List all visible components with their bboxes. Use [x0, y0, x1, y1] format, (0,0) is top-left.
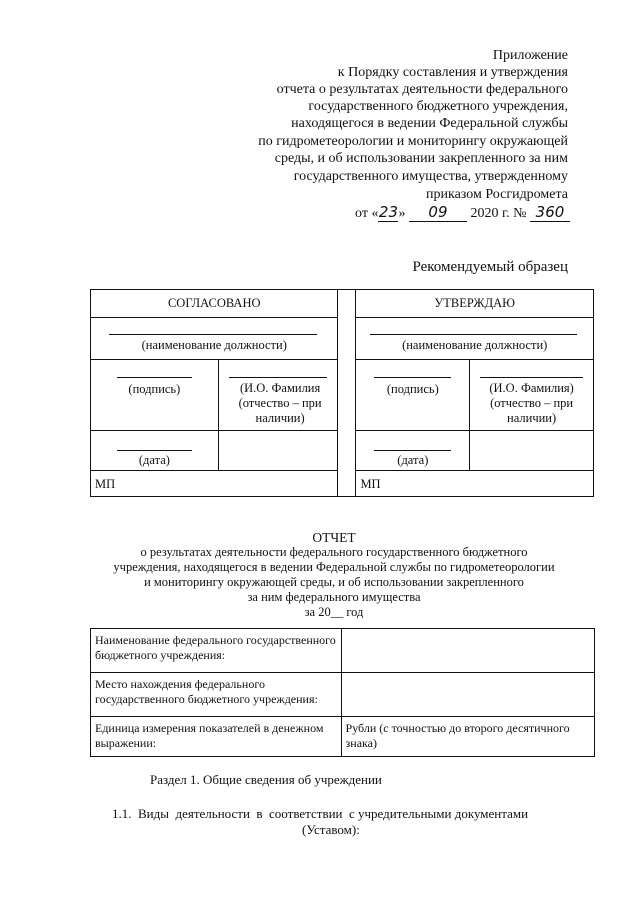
right-stamp-cell — [356, 470, 594, 496]
info-label: Место нахождения федерального государственного бюджетного учреждения: — [91, 673, 342, 717]
subsection-heading-cont: (Уставом): — [302, 822, 360, 837]
order-prefix: от « — [355, 206, 379, 221]
agreed-title: СОГЛАСОВАНО — [167, 296, 261, 310]
header-line: государственного бюджетного учреждения, — [308, 99, 568, 114]
table-row — [91, 717, 595, 757]
info-value — [341, 673, 594, 717]
name-caption: (И.О. Фамилия) (отчество – при наличии) — [489, 381, 574, 426]
left-position-cell — [91, 318, 338, 360]
right-position-cell — [356, 318, 594, 360]
table-row — [91, 673, 595, 717]
date-caption: (дата) — [397, 452, 429, 467]
institution-info-table — [90, 628, 595, 757]
section-heading: Раздел 1. Общие сведения об учреждении — [150, 772, 382, 787]
approve-cell — [356, 290, 594, 318]
position-caption: (наименование должности) — [402, 338, 548, 353]
info-label: Наименование федерального государственного бюджетного учреждения: — [91, 629, 342, 673]
right-empty-cell — [470, 430, 594, 470]
signature-line — [374, 377, 451, 378]
signature-caption: (подпись) — [386, 382, 439, 397]
order-year: 2020 г. № — [470, 206, 527, 221]
left-signature-cell — [91, 360, 219, 430]
table-row — [91, 629, 595, 673]
report-year-line: за 20__ год — [304, 605, 364, 619]
info-value: Рубли (с точностью до второго десятичного знака) — [341, 717, 594, 757]
stamp-label: МП — [360, 476, 381, 491]
signature-caption: (подпись) — [128, 382, 181, 397]
recommended-sample-label: Рекомендуемый образец — [412, 259, 568, 275]
order-month: 09 — [409, 204, 467, 222]
order-number: 360 — [530, 204, 570, 222]
header-line: государственного имущества, утвержденному — [293, 169, 568, 184]
report-subtitle-line: о результатах деятельности федерального государственного бюджетного — [140, 545, 528, 559]
left-empty-cell — [218, 430, 338, 470]
signature-table — [90, 289, 594, 497]
header-line: отчета о результатах деятельности федерального — [276, 82, 568, 97]
signature-line — [117, 377, 192, 378]
report-subtitle-line: и мониторингу окружающей среды, и об использовании закрепленного — [144, 575, 524, 589]
info-value — [341, 629, 594, 673]
header-line: среды, и об использовании закрепленного за ним — [274, 151, 568, 166]
report-subtitle-line: за ним федерального имущества — [247, 590, 421, 604]
right-date-cell — [356, 430, 470, 470]
header-line: по гидрометеорологии и мониторингу окружающей — [258, 134, 568, 149]
name-caption: (И.О. Фамилия (отчество – при наличии) — [238, 381, 322, 426]
left-stamp-cell — [91, 470, 338, 496]
report-subtitle-line: учреждения, находящегося в ведении Федеральной службы по гидрометеорологии — [113, 560, 555, 574]
report-title: ОТЧЕТ — [312, 530, 356, 545]
right-signature-cell — [356, 360, 470, 430]
appendix-label: Приложение — [492, 48, 568, 63]
order-quote: » — [398, 206, 406, 221]
stamp-label: МП — [95, 476, 116, 491]
order-day: 23 — [378, 203, 399, 221]
name-line — [480, 377, 583, 378]
right-name-cell — [470, 360, 594, 430]
header-line: приказом Росгидромета — [426, 187, 568, 202]
separator-column — [338, 290, 356, 497]
header-line: к Порядку составления и утверждения — [337, 65, 568, 80]
date-caption: (дата) — [138, 452, 170, 467]
order-line — [355, 204, 570, 222]
date-line — [117, 450, 192, 451]
name-line — [229, 377, 328, 378]
approved-by-cell — [91, 290, 338, 318]
approve-title: УТВЕРЖДАЮ — [434, 296, 515, 310]
header-line: находящегося в ведении Федеральной службы — [291, 116, 568, 131]
position-line — [370, 334, 577, 335]
subsection-heading: 1.1. Виды деятельности в соответствии с учредительными документами — [112, 806, 529, 821]
position-caption: (наименование должности) — [141, 338, 287, 353]
left-date-cell — [91, 430, 219, 470]
date-line — [374, 450, 451, 451]
left-name-cell — [218, 360, 338, 430]
position-line — [109, 334, 317, 335]
info-label: Единица измерения показателей в денежном выражении: — [91, 717, 342, 757]
